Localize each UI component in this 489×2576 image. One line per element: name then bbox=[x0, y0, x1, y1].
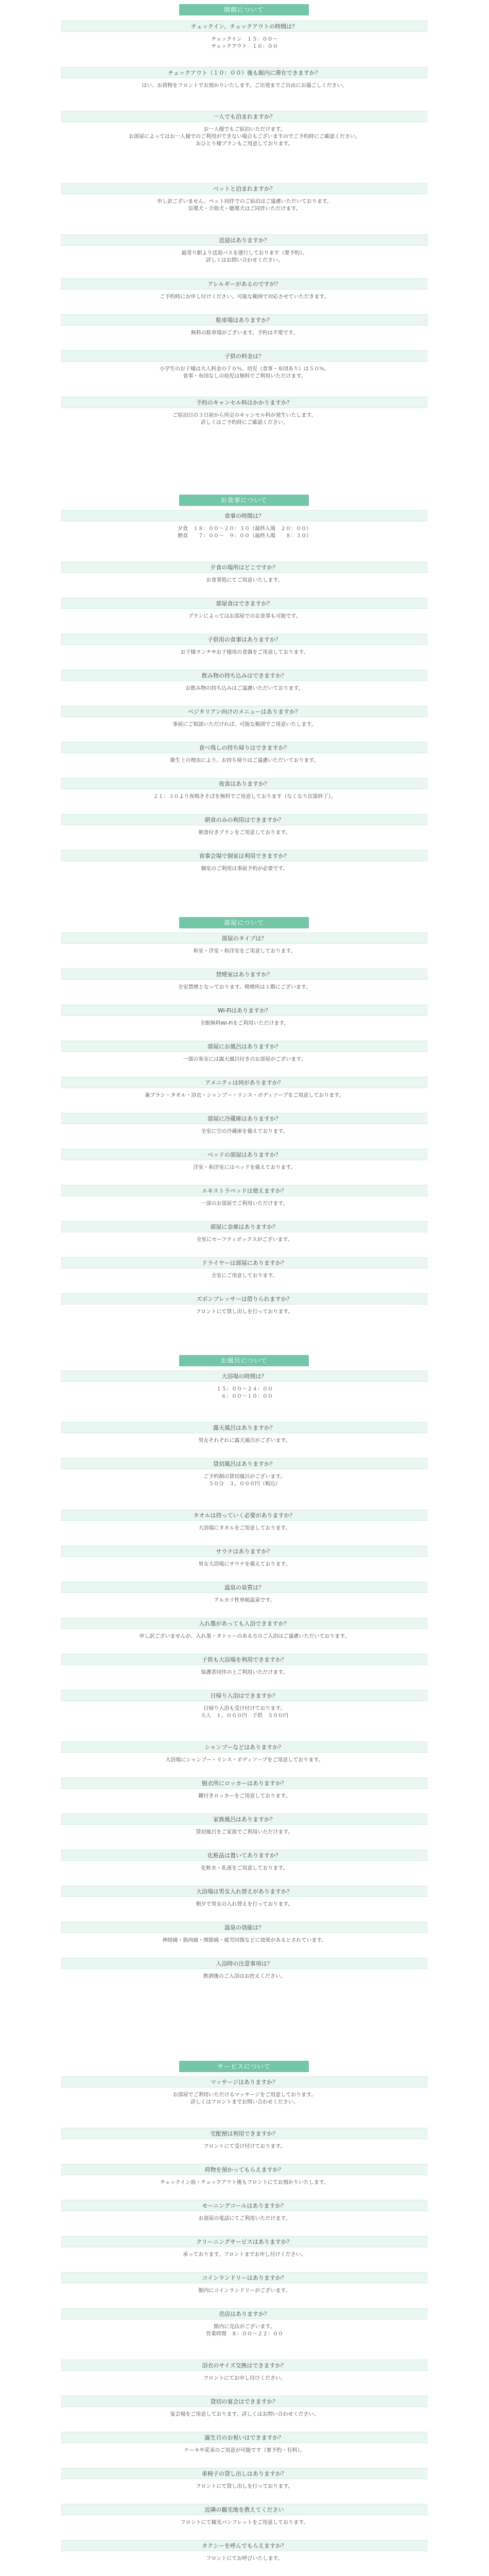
faq-answer: チェックイン １５：００～ チェックアウト １０：００ bbox=[211, 37, 278, 49]
faq-answer: 無料の駐車場がございます。予約は不要です。 bbox=[190, 330, 299, 336]
faq-question: 貸切の宴会はできますか？ bbox=[61, 2396, 428, 2407]
faq-answer: 宴会場をご用意しております。詳しくはお問い合わせください。 bbox=[170, 2412, 319, 2417]
faq-question: 日帰り入浴はできますか？ bbox=[61, 1690, 428, 1701]
faq-answer: ご予約時にお申し付けください。可能な範囲で対応させていただきます。 bbox=[160, 294, 329, 300]
faq-question: 子供の料金は？ bbox=[61, 350, 428, 362]
faq-question: 夕食の場所はどこですか？ bbox=[61, 562, 428, 573]
faq-answer: お部屋の電話にてご利用いただけます。 bbox=[198, 2216, 291, 2222]
faq-question: 送迎はありますか？ bbox=[61, 234, 428, 246]
faq-question: 予約のキャンセル料はかかりますか？ bbox=[61, 397, 428, 408]
faq-question: 荷物を預かってもらえますか？ bbox=[61, 2164, 428, 2175]
faq-question: エキストラベッドは使えますか？ bbox=[61, 1185, 428, 1196]
faq-answer: ケーキや花束のご用意が可能です（要予約・有料）。 bbox=[184, 2448, 305, 2453]
faq-answer: お部屋でご利用いただけるマッサージをご用意しております。 詳しくはフロントまでお問い合わせください。 bbox=[172, 2092, 317, 2105]
faq-question: 禁煙室はありますか？ bbox=[61, 969, 428, 980]
faq-question: 温泉の泉質は？ bbox=[61, 1582, 428, 1593]
faq-answer: 日帰り入浴も受け付けております。 大人 １，０００円 子供 ５００円 bbox=[201, 1706, 288, 1719]
faq-question: 宅配便は利用できますか？ bbox=[61, 2128, 428, 2139]
faq-question: ベッドの部屋はありますか？ bbox=[61, 1149, 428, 1160]
faq-answer: 貸切風呂をご家族でご利用いただけます。 bbox=[196, 1829, 293, 1835]
faq-question: 温泉の効能は？ bbox=[61, 1922, 428, 1933]
section-header: お食事について bbox=[179, 495, 309, 506]
faq-question: チェックイン、チェックアウトの時間は？ bbox=[61, 21, 428, 32]
faq-answer: 館内に売店がございます。 営業時間 ８：００～２２：００ bbox=[206, 2324, 283, 2337]
faq-answer: フロントにてお呼びいたします。 bbox=[206, 2556, 283, 2562]
faq-answer: チェックイン前・チェックアウト後もフロントにてお預かりいたします。 bbox=[160, 2180, 329, 2185]
faq-answer: 歯ブラシ・タオル・浴衣・シャンプー・リンス・ボディソープをご用意しております。 bbox=[145, 1093, 344, 1098]
faq-answer: 夕食 １８：００～２０：３０（最終入場 ２０：００） 朝食 ７：００～ ９：００（最終入場 ８：３０） bbox=[178, 526, 311, 539]
faq-answer: 大浴場にタオルをご用意しております。 bbox=[198, 1526, 291, 1531]
faq-question: アレルギーがあるのですが？ bbox=[61, 278, 428, 290]
faq-answer: お食事処にてご用意いたします。 bbox=[206, 578, 283, 583]
faq-answer: 全館無料Wi-Fiをご利用いただけます。 bbox=[200, 1021, 289, 1026]
faq-answer: フロントにて受け付けております。 bbox=[203, 2144, 286, 2149]
faq-answer: 洋室・和洋室にはベッドを備えております。 bbox=[193, 1165, 296, 1171]
faq-question: コインランドリーはありますか？ bbox=[61, 2272, 428, 2283]
faq-answer: 全室禁煙となっております。喫煙所は１階にございます。 bbox=[178, 985, 311, 990]
faq-question: 誕生日のお祝いはできますか？ bbox=[61, 2432, 428, 2443]
faq-question: 近隣の観光地を教えてください bbox=[61, 2504, 428, 2515]
faq-answer: 保護者同伴の上ご利用いただけます。 bbox=[201, 1670, 288, 1675]
faq-answer: プランによってはお部屋でのお食事も可能です。 bbox=[188, 614, 301, 619]
faq-question: 化粧品は置いてありますか？ bbox=[61, 1850, 428, 1861]
faq-question: ズボンプレッサーは借りられますか？ bbox=[61, 1293, 428, 1304]
faq-question: クリーニングサービスはありますか？ bbox=[61, 2236, 428, 2247]
faq-question: ドライヤーは部屋にありますか？ bbox=[61, 1257, 428, 1268]
faq-answer: 事前にご相談いただければ、可能な範囲でご用意いたします。 bbox=[172, 722, 317, 727]
faq-question: 駐車場はありますか？ bbox=[61, 314, 428, 326]
faq-answer: 朝夕で男女の入れ替えを行っております。 bbox=[196, 1902, 293, 1907]
faq-question: 入浴時の注意事項は？ bbox=[61, 1958, 428, 1969]
faq-question: タクシーを呼んでもらえますか？ bbox=[61, 2540, 428, 2551]
faq-question: シャンプーなどはありますか？ bbox=[61, 1741, 428, 1753]
faq-question: 入れ墨があっても入浴できますか？ bbox=[61, 1618, 428, 1629]
faq-question: 子供用の食事はありますか？ bbox=[61, 634, 428, 645]
faq-question: 脱衣所にロッカーはありますか？ bbox=[61, 1777, 428, 1789]
faq-question: ベジタリアン向けのメニューはありますか？ bbox=[61, 706, 428, 717]
faq-answer: 全室にご用意しております。 bbox=[211, 1273, 278, 1279]
section-header: サービスについて bbox=[179, 2061, 309, 2072]
faq-question: チェックアウト（１０：００）後も館内に滞在できますか？ bbox=[61, 67, 428, 78]
faq-question: 食事会場で個室は利用できますか？ bbox=[61, 850, 428, 861]
faq-answer: １５：００～２４：００ ６：００～１０：００ bbox=[216, 1386, 273, 1399]
section-header: 部屋について bbox=[179, 917, 309, 928]
faq-answer: 承っております。フロントまでお申し付けください。 bbox=[183, 2252, 306, 2258]
faq-answer: 全室に空の冷蔵庫を備えております。 bbox=[201, 1129, 288, 1134]
faq-answer: 大浴場にシャンプー・リンス・ボディソープをご用意しております。 bbox=[165, 1757, 324, 1763]
faq-answer: はい、お荷物をフロントでお預かりいたします。ご出発までご自由にお過ごしください。 bbox=[142, 83, 347, 89]
faq-question: 夜食はありますか？ bbox=[61, 778, 428, 789]
faq-question: 大浴場は男女入れ替えがありますか？ bbox=[61, 1886, 428, 1897]
faq-answer: 神経痛・筋肉痛・関節痛・疲労回復などに効果があるとされています。 bbox=[162, 1938, 327, 1943]
faq-answer: 館内にコインランドリーがございます。 bbox=[198, 2288, 291, 2294]
section-header: お風呂について bbox=[179, 1355, 309, 1366]
faq-answer: ご予約制の貸切風呂がございます。 ５０分 ３，０００円（税込） bbox=[203, 1474, 286, 1487]
faq-answer: 化粧水・乳液をご用意しております。 bbox=[201, 1866, 288, 1871]
faq-answer: 小学生のお子様は大人料金の７０％、幼児（食事・布団あり）は５０％、 食事・布団なしの幼児は無料でご利用いただけます。 bbox=[160, 366, 329, 379]
faq-question: 食べ残しの持ち帰りはできますか？ bbox=[61, 742, 428, 753]
faq-question: 朝食のみの利用はできますか？ bbox=[61, 814, 428, 825]
faq-answer: ご宿泊日の３日前から所定のキャンセル料が発生いたします。 詳しくはご予約時にご確認ください。 bbox=[172, 413, 317, 426]
faq-question: アメニティは何がありますか？ bbox=[61, 1077, 428, 1088]
faq-answer: お飲み物の持ち込みはご遠慮いただいております。 bbox=[185, 686, 304, 691]
faq-answer: アルカリ性単純温泉です。 bbox=[214, 1598, 275, 1603]
faq-answer: 朝食付きプランをご用意しております。 bbox=[198, 830, 291, 836]
faq-question: 大浴場の時間は？ bbox=[61, 1370, 428, 1382]
faq-answer: 最寄り駅より送迎バスを運行しております（要予約）。 詳しくはお問い合わせください。 bbox=[181, 250, 308, 263]
faq-question: 売店はありますか？ bbox=[61, 2308, 428, 2319]
faq-question: 家族風呂はありますか？ bbox=[61, 1814, 428, 1825]
faq-answer: 全室にセーフティボックスがございます。 bbox=[196, 1237, 293, 1243]
faq-answer: 和室・洋室・和洋室をご用意しております。 bbox=[193, 948, 296, 954]
faq-question: 部屋のタイプは？ bbox=[61, 933, 428, 944]
faq-answer: フロントにてお申し付けください。 bbox=[203, 2376, 286, 2381]
faq-question: ペットと泊まれますか？ bbox=[61, 183, 428, 194]
faq-question: 貸切風呂はありますか？ bbox=[61, 1458, 428, 1469]
faq-answer: 鍵付きロッカーをご用意しております。 bbox=[198, 1793, 291, 1799]
faq-question: 子供も大浴場を利用できますか？ bbox=[61, 1654, 428, 1665]
faq-answer: フロントにて観光パンフレットをご用意しております。 bbox=[180, 2520, 309, 2526]
faq-question: タオルは持っていく必要がありますか？ bbox=[61, 1510, 428, 1521]
faq-question: モーニングコールはありますか？ bbox=[61, 2200, 428, 2211]
faq-question: 部屋に冷蔵庫はありますか？ bbox=[61, 1113, 428, 1124]
faq-answer: お一人様でもご宿泊いただけます。 お部屋によってはお一人様でのご利用ができない場合もございますのでご予約時にご確認ください。 おひとり様プランもご用意しております。 bbox=[129, 127, 360, 147]
faq-question: 部屋食はできますか？ bbox=[61, 598, 428, 609]
faq-question: 部屋に金庫はありますか？ bbox=[61, 1221, 428, 1232]
faq-answer: ２１：３０より夜鳴きそばを無料でご用意しております（なくなり次第終了）。 bbox=[153, 794, 336, 800]
section-header: 開館について bbox=[179, 4, 309, 15]
faq-answer: フロントにて貸し出しを行っております。 bbox=[196, 1309, 293, 1315]
faq-question: 浴衣のサイズ交換はできますか？ bbox=[61, 2360, 428, 2371]
faq-answer: 申し訳ございません。ペット同伴でのご宿泊はご遠慮いただいております。 盲導犬・介助犬・聴導犬はご同伴いただけます。 bbox=[157, 199, 332, 212]
faq-question: 部屋にお風呂はありますか？ bbox=[61, 1041, 428, 1052]
faq-question: 一人でも泊まれますか？ bbox=[61, 111, 428, 122]
faq-answer: 一部のお部屋でご利用いただけます。 bbox=[201, 1201, 288, 1207]
faq-answer: 飲酒後のご入浴はお控えください。 bbox=[203, 1974, 286, 1979]
faq-question: マッサージはありますか？ bbox=[61, 2076, 428, 2088]
faq-answer: 一部の客室には露天風呂付きのお部屋がございます。 bbox=[183, 1057, 306, 1062]
faq-answer: フロントにて貸し出しを行っております。 bbox=[196, 2484, 293, 2489]
faq-answer: 男女それぞれに露天風呂がございます。 bbox=[198, 1438, 291, 1444]
faq-question: 車椅子の貸し出しはありますか？ bbox=[61, 2468, 428, 2479]
faq-answer: お子様ランチやお子様用の食器をご用意しております。 bbox=[180, 650, 309, 655]
faq-question: 飲み物の持ち込みはできますか？ bbox=[61, 670, 428, 681]
faq-question: 食事の時間は？ bbox=[61, 510, 428, 521]
faq-answer: 個室のご利用は事前予約が必要です。 bbox=[201, 866, 288, 872]
faq-question: サウナはありますか？ bbox=[61, 1546, 428, 1557]
faq-answer: 男女大浴場にサウナを備えております。 bbox=[198, 1562, 291, 1567]
faq-answer: 申し訳ございませんが、入れ墨・タトゥーのある方のご入浴はご遠慮いただいております。 bbox=[139, 1634, 350, 1639]
faq-question: 露天風呂はありますか？ bbox=[61, 1422, 428, 1433]
faq-question: Wi-Fiはありますか？ bbox=[61, 1005, 428, 1016]
faq-answer: 衛生上の理由により、お持ち帰りはご遠慮いただいております。 bbox=[170, 758, 319, 764]
